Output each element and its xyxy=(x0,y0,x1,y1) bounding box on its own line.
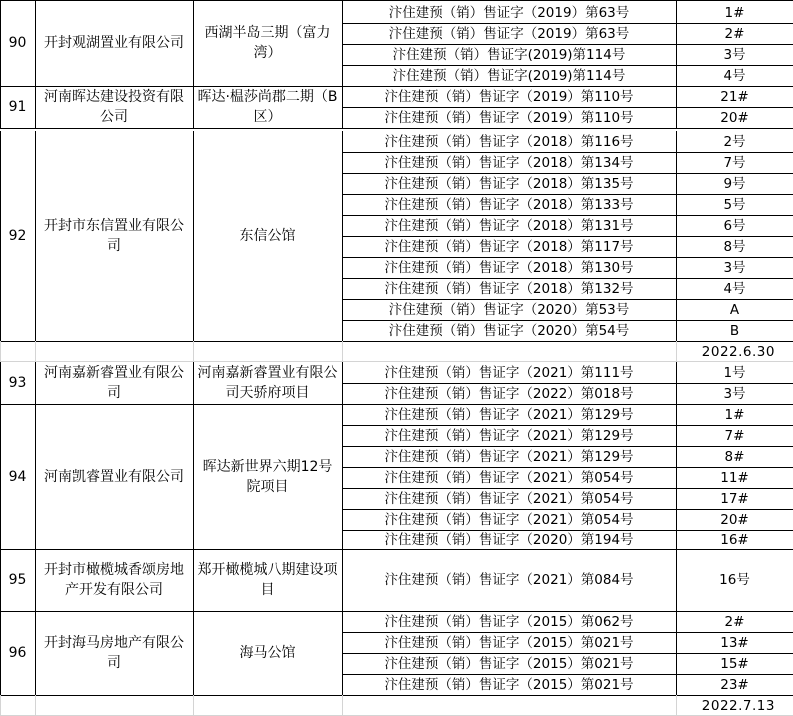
building-number: 2# xyxy=(724,25,745,42)
building-number: 2号 xyxy=(723,133,746,150)
company-name: 河南嘉新睿置业有限公司 xyxy=(44,365,184,401)
building-number: 20# xyxy=(720,109,749,126)
presale-certificate: 汴住建预（销）售证字（2021）第054号 xyxy=(384,469,634,486)
company-name: 河南凯睿置业有限公司 xyxy=(44,468,184,485)
building-number: 21# xyxy=(720,88,749,105)
presale-certificate: 汴住建预（销）售证字（2018）第131号 xyxy=(384,217,634,234)
presale-certificate: 汴住建预（销）售证字（2021）第111号 xyxy=(384,364,634,381)
building-number: 7号 xyxy=(723,154,746,171)
row-number: 95 xyxy=(8,572,27,588)
row-number: 93 xyxy=(8,375,27,391)
building-number: 2# xyxy=(724,613,745,630)
presale-certificate: 汴住建预（销）售证字（2015）第021号 xyxy=(384,676,634,693)
project-name: 河南嘉新睿置业有限公司天骄府项目 xyxy=(197,365,338,401)
building-number: B xyxy=(729,322,740,339)
project-name: 晖达新世界六期12号院项目 xyxy=(202,458,333,495)
notice-date: 2022.7.13 xyxy=(701,697,775,714)
building-number: 16号 xyxy=(719,572,750,588)
project-name: 海马公馆 xyxy=(239,645,296,661)
row-number: 90 xyxy=(8,35,27,51)
presale-certificate: 汴住建预（销）售证字（2018）第134号 xyxy=(384,154,634,171)
building-number: 3号 xyxy=(723,46,746,63)
row-number: 94 xyxy=(8,468,27,485)
presale-certificate: 汴住建预（销）售证字（2019）第63号 xyxy=(388,4,630,21)
building-number: 6号 xyxy=(723,217,746,234)
building-number: 1# xyxy=(724,4,745,21)
project-name: 东信公馆 xyxy=(239,228,296,244)
presale-certificate: 汴住建预（销）售证字（2021）第129号 xyxy=(384,448,634,465)
presale-certificate: 汴住建预（销）售证字（2021）第129号 xyxy=(384,427,634,444)
row-number: 96 xyxy=(8,645,27,661)
building-number: 3号 xyxy=(723,385,746,402)
building-number: 17# xyxy=(720,490,749,507)
company-name: 河南晖达建设投资有限公司 xyxy=(44,89,184,125)
company-name: 开封市橄榄城香颂房地产开发有限公司 xyxy=(44,562,184,598)
building-number: 11# xyxy=(720,469,749,486)
building-number: 9号 xyxy=(723,175,746,192)
building-number: 1# xyxy=(724,406,745,423)
presale-certificate: 汴住建预（销）售证字（2019）第110号 xyxy=(384,88,634,105)
presale-certificate: 汴住建预（销）售证字（2020）第53号 xyxy=(388,301,630,318)
presale-certificate: 汴住建预（销）售证字（2015）第062号 xyxy=(384,613,634,630)
presale-certificate: 汴住建预（销）售证字(2019)第114号 xyxy=(392,46,626,63)
row-number: 91 xyxy=(8,99,27,115)
presale-certificate: 汴住建预（销）售证字（2015）第021号 xyxy=(384,655,634,672)
project-name: 西湖半岛三期（富力湾） xyxy=(204,25,331,61)
presale-certificate: 汴住建预（销）售证字（2020）第194号 xyxy=(384,531,634,548)
building-number: 1号 xyxy=(723,364,746,381)
presale-certificate: 汴住建预（销）售证字（2018）第130号 xyxy=(384,259,634,276)
presale-certificate: 汴住建预（销）售证字（2021）第054号 xyxy=(384,511,634,528)
presale-certificate: 汴住建预（销）售证字（2019）第110号 xyxy=(384,109,634,126)
presale-certificate: 汴住建预（销）售证字（2018）第132号 xyxy=(384,280,634,297)
project-name: 晖达·榅莎尚郡二期（B区） xyxy=(197,89,338,125)
building-number: 20# xyxy=(720,511,749,528)
presale-certificate: 汴住建预（销）售证字（2018）第135号 xyxy=(384,175,634,192)
company-name: 开封海马房地产有限公司 xyxy=(44,635,184,671)
company-name: 开封观湖置业有限公司 xyxy=(44,35,184,51)
presale-certificate: 汴住建预（销）售证字（2021）第084号 xyxy=(384,572,634,588)
project-name: 郑开橄榄城八期建设项目 xyxy=(197,562,338,598)
presale-certificate: 汴住建预（销）售证字（2015）第021号 xyxy=(384,634,634,651)
presale-certificate: 汴住建预（销）售证字（2020）第54号 xyxy=(388,322,630,339)
building-number: 5号 xyxy=(723,196,746,213)
building-number: 7# xyxy=(724,427,745,444)
notice-date: 2022.6.30 xyxy=(701,343,775,360)
presale-certificate: 汴住建预（销）售证字（2018）第117号 xyxy=(384,238,634,255)
building-number: 23# xyxy=(720,676,749,693)
presale-certificate: 汴住建预（销）售证字（2022）第018号 xyxy=(384,385,634,402)
building-number: 4号 xyxy=(723,280,746,297)
presale-certificate: 汴住建预（销）售证字（2021）第129号 xyxy=(384,406,634,423)
building-number: A xyxy=(729,301,740,318)
building-number: 13# xyxy=(720,634,749,651)
presale-certificate: 汴住建预（销）售证字（2019）第63号 xyxy=(388,25,630,42)
presale-certificate: 汴住建预（销）售证字（2018）第133号 xyxy=(384,196,634,213)
company-name: 开封市东信置业有限公司 xyxy=(44,218,184,254)
presale-certificate: 汴住建预（销）售证字（2018）第116号 xyxy=(384,133,634,150)
presale-certificate: 汴住建预（销）售证字（2021）第054号 xyxy=(384,490,634,507)
building-number: 8号 xyxy=(723,238,746,255)
building-number: 16# xyxy=(720,531,749,548)
building-number: 4号 xyxy=(723,67,746,84)
building-number: 8# xyxy=(724,448,745,465)
building-number: 15# xyxy=(720,655,749,672)
row-number: 92 xyxy=(8,228,27,244)
presale-certificate: 汴住建预（销）售证字(2019)第114号 xyxy=(392,67,626,84)
building-number: 3号 xyxy=(723,259,746,276)
